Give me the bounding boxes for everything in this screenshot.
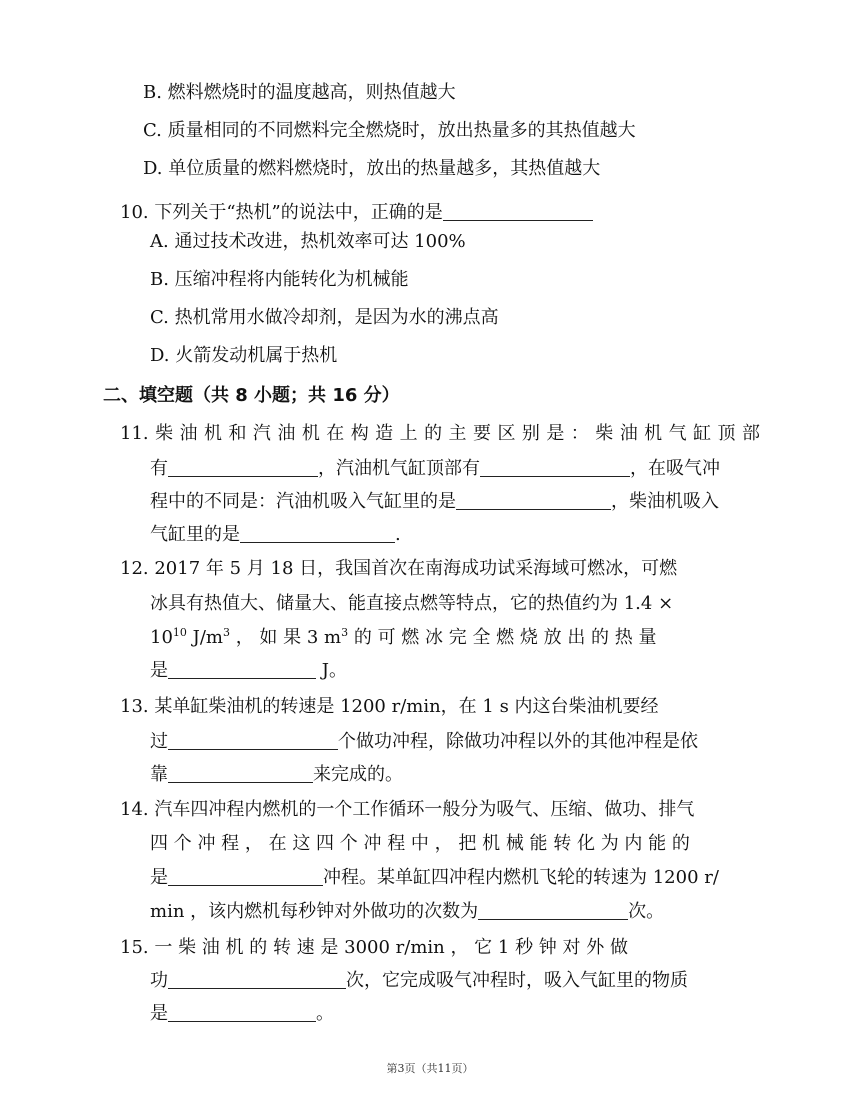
q12-text: J。 — [316, 660, 347, 681]
q11-char: 是 — [546, 423, 565, 444]
q12-text: ， 如 果 3 m — [229, 627, 342, 648]
q13-line-2 — [150, 729, 698, 755]
q13-text: 靠 — [150, 764, 168, 785]
q11-char: 构 — [350, 423, 369, 444]
q11-char: 的 — [424, 423, 443, 444]
q11-char: 造 — [375, 423, 394, 444]
page-footer: 第3页（共11页） — [386, 1062, 474, 1075]
q9-option-d: D. 单位质量的燃料燃烧时，放出的热量越多，其热值越大 — [143, 158, 601, 179]
q11-char: 油 — [179, 423, 198, 444]
q11-char: 别 — [521, 423, 540, 444]
q11-char: 柴 — [595, 423, 614, 444]
q11-char: 柴 — [155, 423, 174, 444]
q11-char: 部 — [741, 423, 760, 444]
q11-char: 在 — [326, 423, 345, 444]
q11-char: 油 — [277, 423, 296, 444]
q11-text: ，在吸气冲 — [630, 458, 720, 479]
answer-blank[interactable] — [456, 489, 611, 510]
q12-exponent: 3 — [341, 626, 349, 639]
q11-char: 区 — [497, 423, 516, 444]
answer-blank[interactable] — [168, 762, 313, 783]
q12-line-1: 12. 2017 年 5 月 18 日，我国首次在南海成功试采海域可燃冰，可燃 — [120, 558, 678, 579]
q10-option-a: A. 通过技术改进，热机效率可达 100% — [150, 231, 466, 252]
q11-char: 油 — [619, 423, 638, 444]
q12-line-3 — [150, 625, 657, 651]
q11-line-3 — [150, 489, 719, 515]
answer-blank[interactable] — [478, 899, 628, 920]
q11-text: 有 — [150, 458, 168, 479]
q12-text: J/m — [186, 627, 223, 648]
q12-exponent: 10 — [172, 626, 187, 639]
q11-text: ，汽油机气缸顶部有 — [318, 458, 480, 479]
q11-char: 要 — [472, 423, 491, 444]
q12-line-2: 冰具有热值大、储量大、能直接点燃等特点，它的热值约为 1.4 × — [150, 593, 674, 614]
answer-blank[interactable] — [168, 968, 346, 989]
answer-blank[interactable] — [240, 522, 395, 543]
q11-char: 顶 — [717, 423, 736, 444]
q13-line-3 — [150, 762, 403, 788]
q12-text: 10 — [150, 627, 173, 648]
q13-text: 来完成的。 — [313, 764, 403, 785]
q11-char: 上 — [399, 423, 418, 444]
q11-char: 气 — [668, 423, 687, 444]
q15-line-1: 15. 一 柴 油 机 的 转 速 是 3000 r/min ， 它 1 秒 钟 对 外 做 — [120, 937, 628, 958]
q14-text: min ，该内燃机每秒钟对外做功的次数为 — [150, 901, 479, 922]
q10-stem — [120, 200, 593, 226]
q11-text: 气缸里的是 — [150, 524, 240, 545]
q11-line-2 — [150, 456, 720, 482]
q11-char: 机 — [644, 423, 663, 444]
q14-line-3 — [150, 865, 719, 891]
q14-line-2: 四 个 冲 程 ， 在 这 四 个 冲 程 中 ， 把 机 械 能 转 化 为 内 能 的 — [150, 833, 690, 854]
q15-text: 次，它完成吸气冲程时，吸入气缸里的物质 — [346, 970, 688, 991]
q14-text: 次。 — [628, 901, 665, 922]
answer-blank[interactable] — [480, 456, 630, 477]
q11-char: 汽 — [252, 423, 271, 444]
answer-blank[interactable] — [168, 1001, 316, 1022]
q15-line-3 — [150, 1001, 334, 1027]
q11-line-1 — [120, 421, 760, 447]
q10-option-c: C. 热机常用水做冷却剂，是因为水的沸点高 — [150, 307, 499, 328]
q13-line-1: 13. 某单缸柴油机的转速是 1200 r/min，在 1 s 内这台柴油机要经 — [120, 696, 659, 717]
q11-char: ： — [570, 423, 589, 444]
q13-text: 过 — [150, 731, 168, 752]
q11-line-4 — [150, 522, 401, 548]
q9-option-b: B. 燃料燃烧时的温度越高，则热值越大 — [143, 82, 456, 103]
q9-option-c: C. 质量相同的不同燃料完全燃烧时，放出热量多的其热值越大 — [143, 120, 636, 141]
q11-char: 11. — [120, 423, 149, 444]
q15-text: 。 — [316, 1003, 334, 1024]
q12-line-4 — [150, 658, 347, 684]
q15-text: 功 — [150, 970, 168, 991]
q12-text: 的 可 燃 冰 完 全 燃 烧 放 出 的 热 量 — [348, 627, 657, 648]
q12-exponent: 3 — [222, 626, 230, 639]
q11-text: . — [395, 524, 401, 545]
q11-char: 和 — [228, 423, 247, 444]
q13-text: 个做功冲程，除做功冲程以外的其他冲程是依 — [338, 731, 698, 752]
answer-blank[interactable] — [168, 658, 316, 679]
q14-text: 冲程。某单缸四冲程内燃机飞轮的转速为 1200 r/ — [323, 867, 719, 888]
answer-blank[interactable] — [168, 456, 318, 477]
q11-char: 缸 — [693, 423, 712, 444]
section-heading: 二、填空题（共 8 小题；共 16 分） — [103, 385, 400, 406]
q11-char: 主 — [448, 423, 467, 444]
q15-line-2 — [150, 968, 688, 994]
q15-text: 是 — [150, 1003, 168, 1024]
q14-line-1: 14. 汽车四冲程内燃机的一个工作循环一般分为吸气、压缩、做功、排气 — [120, 799, 695, 820]
q14-line-4 — [150, 899, 664, 925]
q11-char: 机 — [204, 423, 222, 444]
answer-blank[interactable] — [443, 200, 593, 221]
q11-text: ，柴油机吸入 — [611, 491, 719, 512]
q12-text: 是 — [150, 660, 168, 681]
q11-char: 机 — [301, 423, 320, 444]
q10-option-b: B. 压缩冲程将内能转化为机械能 — [150, 269, 409, 290]
q11-text: 程中的不同是：汽油机吸入气缸里的是 — [150, 491, 456, 512]
q10-option-d: D. 火箭发动机属于热机 — [150, 345, 338, 366]
q10-stem-text: 10. 下列关于“热机”的说法中，正确的是 — [120, 202, 443, 223]
answer-blank[interactable] — [168, 865, 323, 886]
q14-text: 是 — [150, 867, 168, 888]
answer-blank[interactable] — [168, 729, 338, 750]
